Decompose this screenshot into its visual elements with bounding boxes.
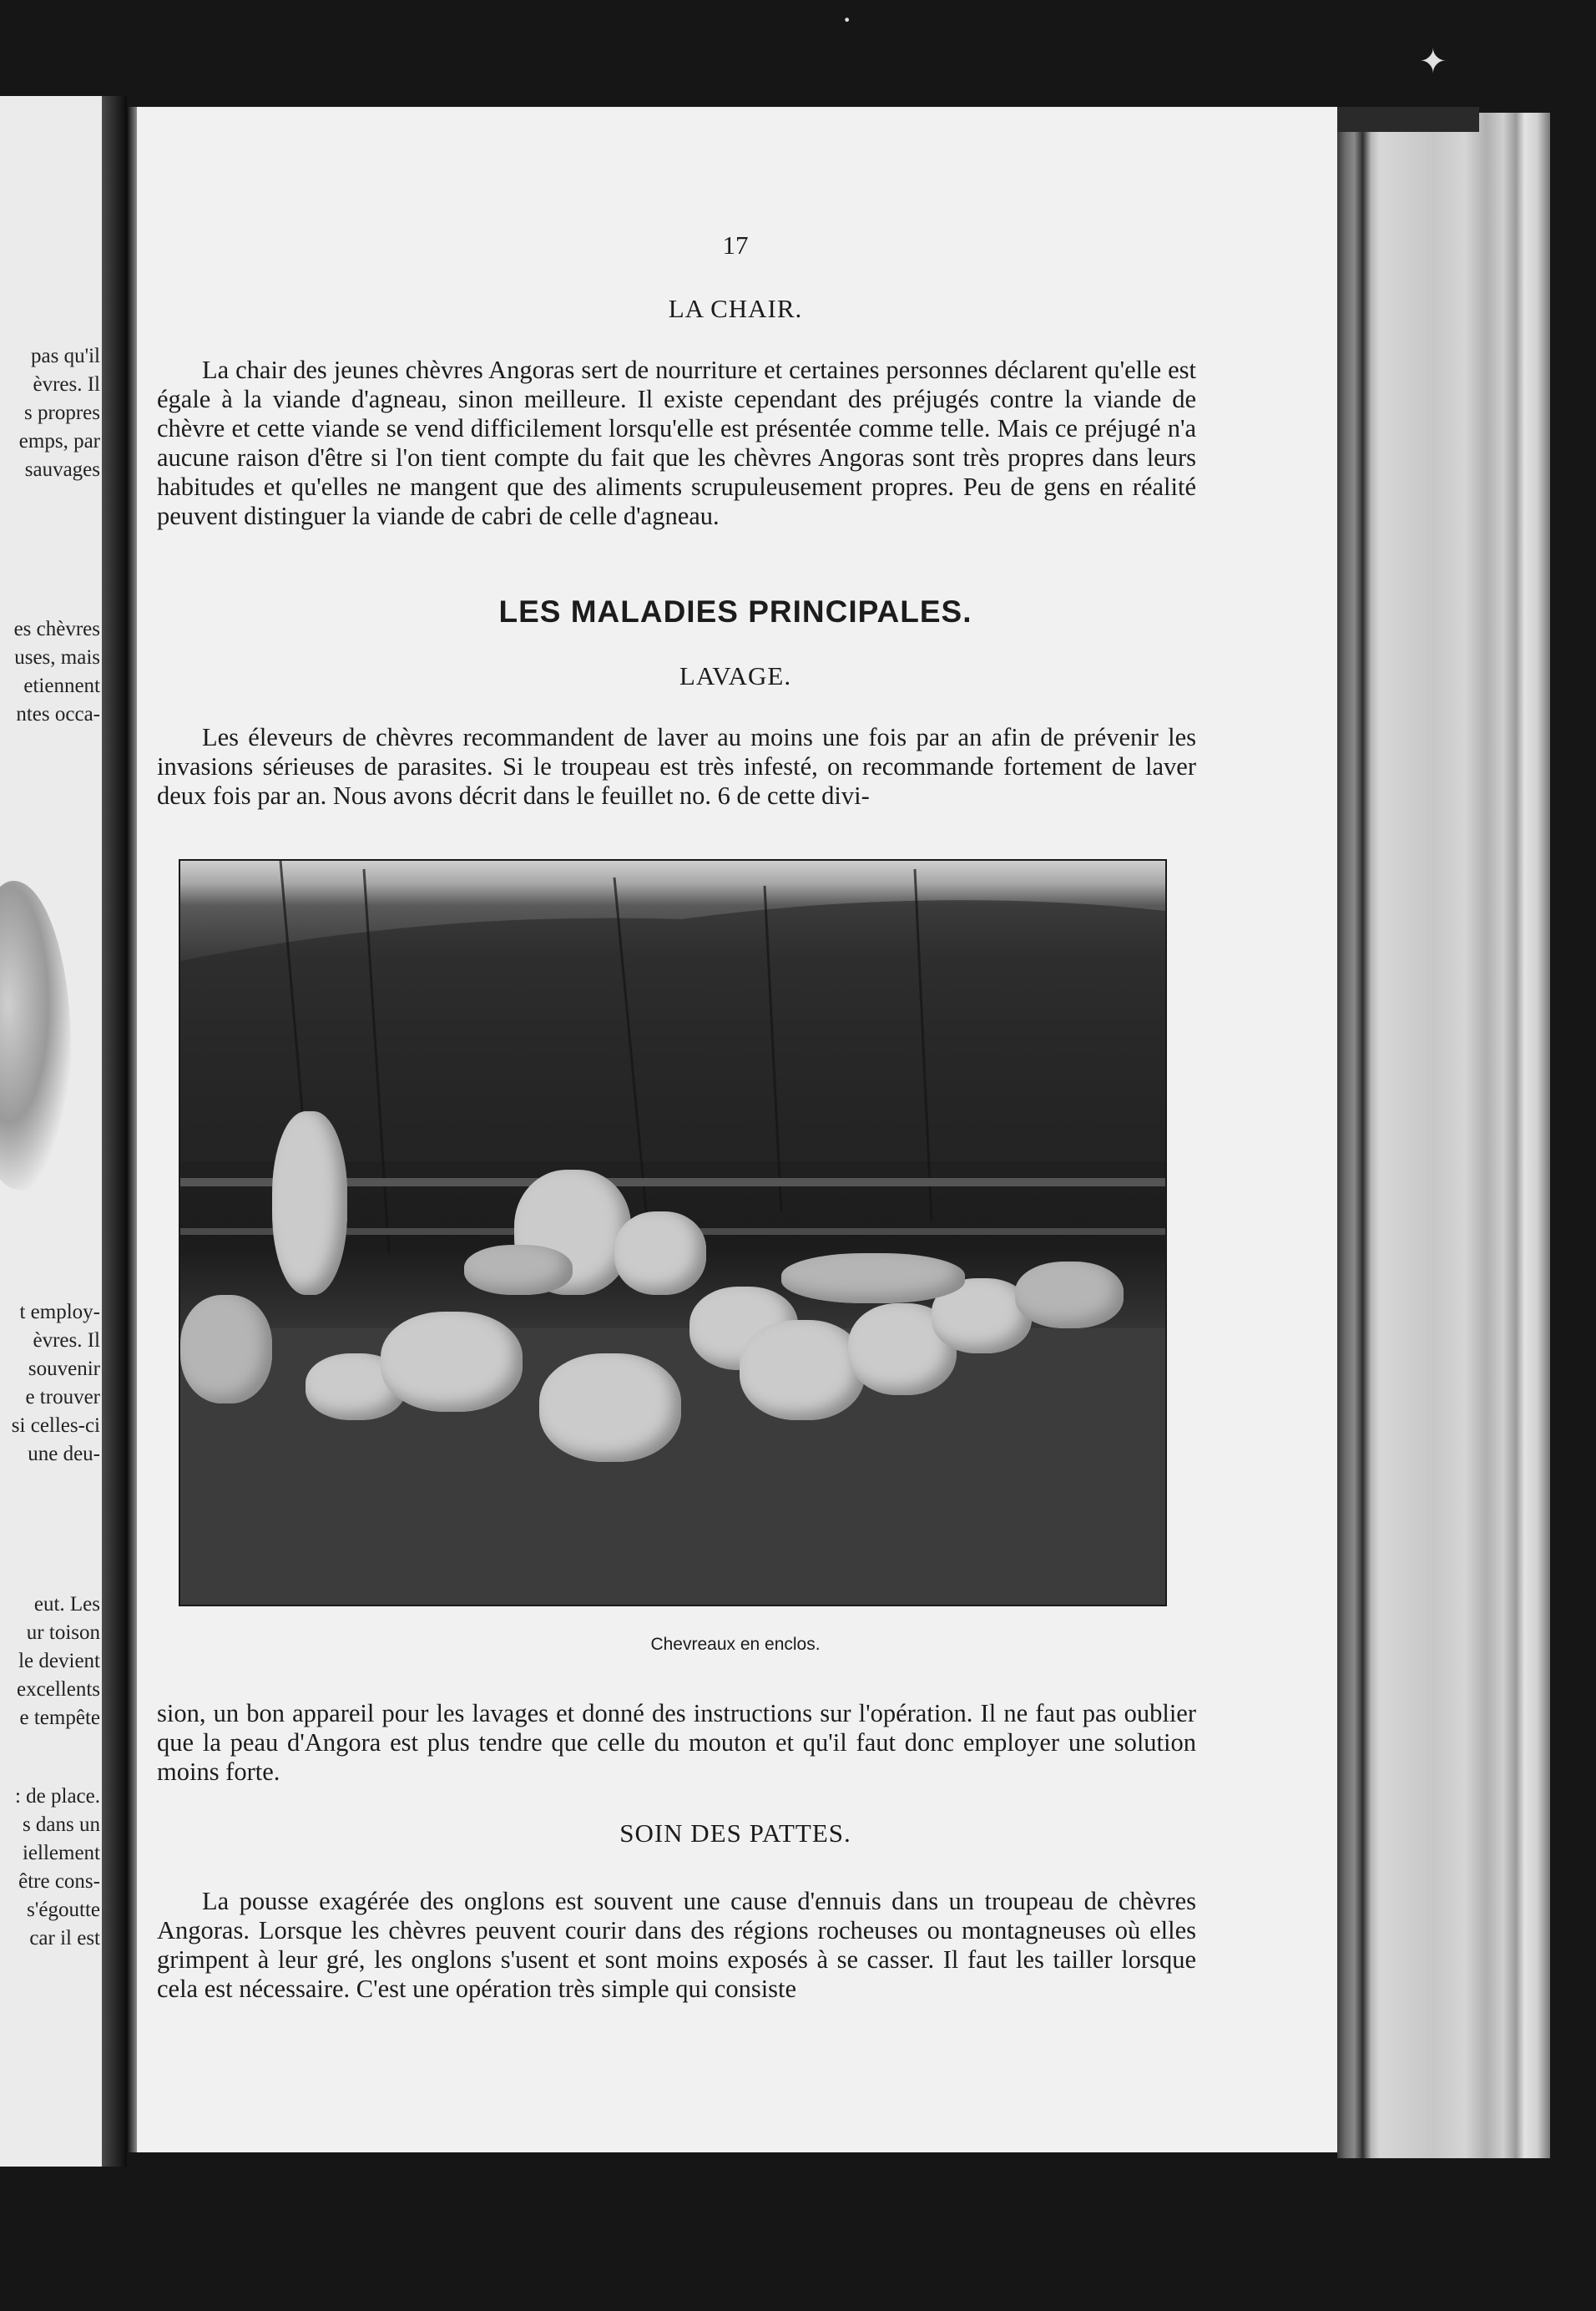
left-line: etiennent: [23, 675, 100, 697]
section-title-la-chair: LA CHAIR.: [668, 294, 803, 323]
left-text-block-1: [0, 342, 100, 484]
paragraph-lavage: [157, 723, 1196, 811]
scan-speck: ·: [841, 1, 853, 38]
left-line: es chèvres: [13, 618, 100, 640]
left-line: une deu-: [28, 1443, 100, 1465]
left-line: car il est: [29, 1927, 100, 1949]
paragraph-text: La chair des jeunes chèvres Angoras sert de nourriture et certaines personnes déclarent qu'elle est égale à la viande d'agneau, sinon meilleure. Il existe cependant des préjugés contre la viande de chèvre et cette viande se vend difficilement lorsqu'elle est présentée comme telle. Mais ce préjugé n'a aucune raison d'être si l'on tient compte du fait que les chèvres Angoras sont très propres dans leurs habitudes et qu'elles ne mangent que des aliments scrupuleusement propres. Peu de gens en réalité peuvent distinguer la viande de cabri de celle d'agneau.: [157, 356, 1196, 530]
goats-in-pen-photo: [179, 859, 1167, 1606]
goat: [180, 1295, 272, 1403]
left-line: emps, par: [18, 430, 100, 453]
main-heading: LES MALADIES PRINCIPALES.: [498, 594, 972, 629]
page-number: 17: [722, 230, 749, 260]
left-line: s dans un: [22, 1813, 100, 1836]
photo-caption: Chevreaux en enclos.: [650, 1635, 821, 1654]
left-line: uses, mais: [14, 646, 100, 669]
left-text-block-2: [0, 615, 100, 729]
paragraph-text: sion, un bon appareil pour les lavages et donné des instructions sur l'opération. Il ne faut pas oublier que la peau d'Angora est plus tendre que celle du mouton et qu'il faut donc employer une solution moins forte.: [157, 1699, 1196, 1786]
paragraph-soin-des-pattes: [157, 1887, 1196, 2004]
goat: [781, 1253, 965, 1303]
left-line: : de place.: [14, 1785, 100, 1808]
left-line: excellents: [17, 1678, 100, 1701]
book-cover-edge: [1337, 107, 1479, 132]
left-line: pas qu'il: [31, 345, 100, 367]
left-line: ur toison: [26, 1621, 100, 1644]
goat: [381, 1312, 523, 1412]
book-gutter: [102, 96, 127, 2167]
left-line: èvres. Il: [33, 1329, 100, 1352]
left-line: sauvages: [24, 458, 100, 481]
left-line: être cons-: [18, 1870, 100, 1893]
paragraph-text: La pousse exagérée des onglons est souvent une cause d'ennuis dans un troupeau de chèvres Angoras. Lorsque les chèvres peuvent courir dans des régions rocheuses ou montagneuses où elles grimpent à leur gré, les onglons s'usent et sont moins exposés à se casser. Il faut les tailler lorsque cela est nécessaire. C'est une opération très simple qui consiste: [157, 1887, 1196, 2003]
section-title-soin-des-pattes: SOIN DES PATTES.: [619, 1818, 851, 1848]
left-line: t employ-: [19, 1301, 100, 1323]
paragraph-lavage-continued: [157, 1699, 1196, 1787]
paragraph-text: Les éleveurs de chèvres recommandent de laver au moins une fois par an afin de prévenir les invasions sérieuses de parasites. Si le troupeau est très infesté, on recommande fortement de laver deux fois par an. Nous avons décrit dans le feuillet no. 6 de cette divi-: [157, 723, 1196, 810]
goat: [1015, 1262, 1124, 1328]
goat: [272, 1111, 347, 1295]
left-line: e trouver: [25, 1386, 100, 1408]
goat: [464, 1245, 573, 1295]
book-page-edges: [1337, 113, 1550, 2158]
left-line: ntes occa-: [16, 703, 100, 726]
left-page-fragment: [0, 96, 102, 2167]
left-goat-illustration: [0, 881, 71, 1190]
section-title-lavage: LAVAGE.: [679, 661, 792, 690]
left-line: si celles-ci: [11, 1414, 100, 1437]
left-text-block-4: [0, 1590, 100, 1732]
left-line: iellement: [22, 1842, 100, 1864]
left-line: e tempête: [19, 1707, 100, 1729]
left-line: s'égoutte: [27, 1899, 100, 1921]
left-line: souvenir: [28, 1358, 100, 1380]
left-line: s propres: [24, 402, 100, 424]
scan-speck: ✦: [1419, 43, 1447, 80]
goat: [539, 1353, 681, 1462]
left-line: le devient: [18, 1650, 100, 1672]
goat: [740, 1320, 865, 1420]
paragraph-la-chair: [157, 356, 1196, 531]
left-line: eut. Les: [33, 1593, 100, 1616]
goat: [614, 1211, 706, 1295]
left-line: èvres. Il: [33, 373, 100, 396]
left-text-block-5: [0, 1783, 100, 1953]
left-text-block-3: [0, 1298, 100, 1469]
